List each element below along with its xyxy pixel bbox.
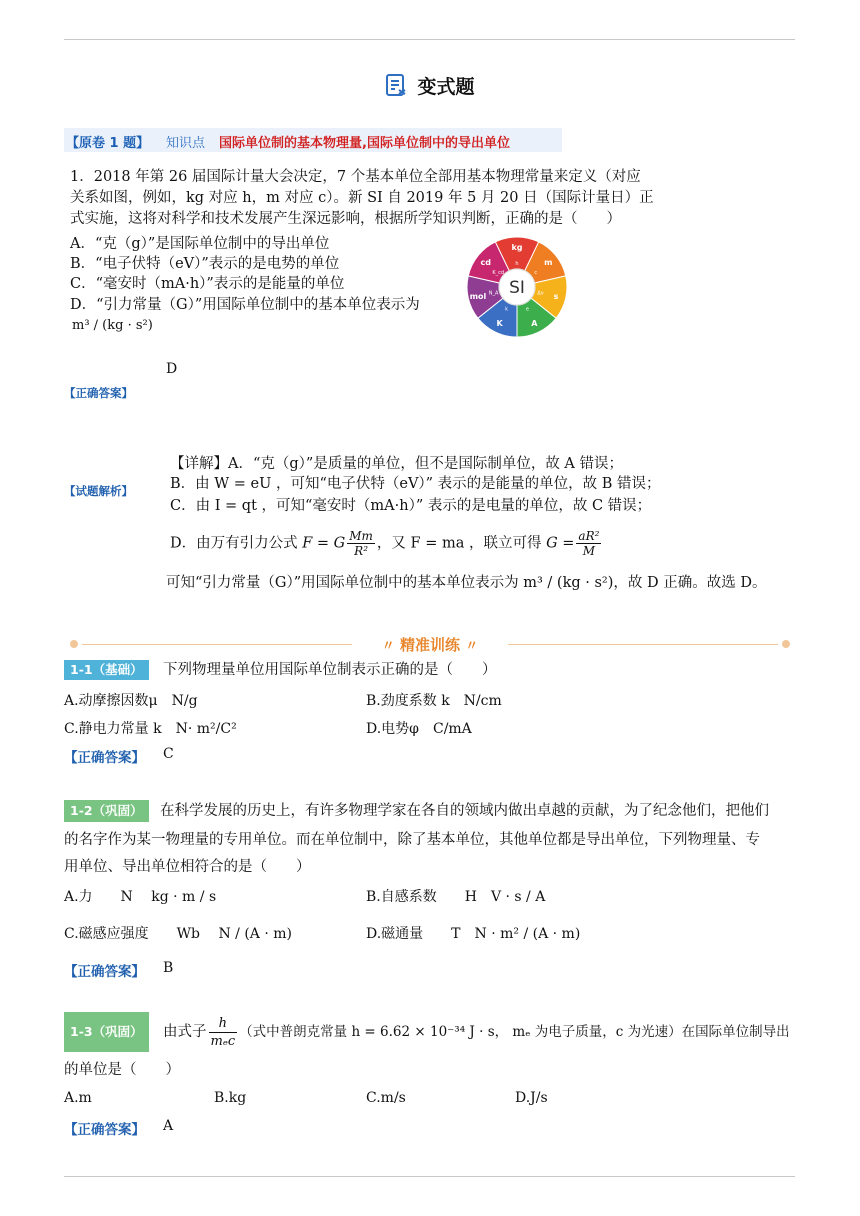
wheel-unit-label: cd [480, 258, 491, 268]
option-b: B．“电子伏特（eV）”表示的是电势的单位 [70, 256, 340, 272]
analysis-line-4 [170, 529, 603, 558]
wheel-center-label: SI [509, 278, 525, 298]
answer-label: 【正确答案】 [64, 964, 145, 980]
option-b: B.kg [214, 1090, 247, 1106]
wheel-unit-label: kg [511, 243, 523, 252]
original-answer-value: D [166, 361, 178, 377]
option-c: C.静电力常量 k N· m²/C² [64, 721, 237, 737]
answer-value: C [163, 746, 174, 762]
fraction-numerator: h [209, 1015, 238, 1033]
question-stem-line: 式实施，这将对科学和技术发展产生深远影响，根据所学知识判断，正确的是（ ） [70, 211, 621, 227]
knowledge-point-label: 知识点 [166, 136, 206, 151]
fraction-numerator: Mm [349, 529, 373, 543]
analysis-line-5: 可知“引力常量（G）”用国际单位制中的基本单位表示为 m³ / (kg · s²)，故 D 正确。故选 D。 [166, 575, 767, 591]
top-rule [64, 39, 795, 40]
si-units-wheel [465, 235, 569, 339]
analysis-label: 【试题解析】 [64, 484, 133, 498]
leaf-icon: 〃 [465, 639, 479, 654]
fraction-denominator: mₑc [210, 1033, 236, 1049]
option-a: A.力 N kg · m / s [64, 889, 217, 905]
question-tag: 1-3（巩固） [64, 1012, 149, 1052]
question-stem: 下列物理量单位用国际单位制表示正确的是（ ） [163, 662, 497, 678]
analysis-4-middle: ，又 F = ma ，联立可得 [376, 535, 542, 552]
question-stem-line: 关系如图，例如，kg 对应 h，m 对应 c）。新 SI 自 2019 年 5 月 20 日（国际计量日）正 [70, 190, 654, 206]
option-d: D.J/s [515, 1090, 548, 1106]
wheel-unit-label: s [553, 291, 559, 301]
question-stem-line: 在科学发展的历史上，有许多物理学家在各自的领域内做出卓越的贡献，为了纪念他们，把他们 [160, 803, 769, 819]
option-a: A．“克（g）”是国际单位制中的导出单位 [70, 236, 330, 252]
analysis-line-3: C．由 I = qt ，可知“毫安时（mA·h）” 表示的是电量的单位，故 C 错误； [170, 498, 652, 514]
wheel-constant-label: K_cd [492, 270, 505, 277]
answer-value: A [163, 1118, 174, 1134]
fraction-numerator: aR² [578, 529, 600, 543]
question-tag: 1-2（巩固） [64, 800, 149, 822]
option-a: A.m [64, 1090, 92, 1106]
option-d: D．“引力常量（G）”用国际单位制中的基本单位表示为 [70, 297, 420, 313]
option-b: B.自感系数 H V · s / A [366, 889, 546, 905]
wheel-constant-label: Δν [537, 290, 544, 297]
page-title [0, 72, 860, 102]
option-b: B.劲度系数 k N/cm [366, 693, 502, 709]
answer-label: 【正确答案】 [64, 1122, 145, 1138]
answer-value: B [163, 960, 174, 976]
option-a: A.动摩擦因数μ N/g [64, 693, 198, 709]
wheel-constant-label: e [525, 306, 529, 313]
wheel-unit-label: A [531, 319, 538, 329]
document-edit-icon [385, 73, 407, 102]
question-stem-line [163, 1012, 790, 1056]
question-stem-line: 用单位、导出单位相符合的是（ ） [64, 859, 311, 875]
original-question-tag: 【原卷 1 题】 [66, 136, 150, 151]
formula-g: G = [546, 535, 575, 552]
question-tag: 1-1（基础） [64, 660, 149, 680]
option-c: C.磁感应强度 Wb N / (A · m) [64, 926, 292, 942]
banner-title: 精准训练 [399, 636, 460, 654]
knowledge-point-text: 国际单位制的基本物理量,国际单位制中的导出单位 [219, 136, 510, 151]
bottom-rule [64, 1176, 795, 1177]
original-answer-label: 【正确答案】 [64, 386, 133, 400]
title-text: 变式题 [417, 76, 475, 98]
wheel-unit-label: K [496, 319, 503, 329]
wheel-constant-label: N_A [488, 290, 499, 297]
stem-suffix: （式中普朗克常量 h = 6.62 × 10⁻³⁴ J · s， mₑ 为电子质量，c 为光速）在国际单位制导出 [239, 1024, 790, 1040]
option-d: D.电势φ C/mA [366, 721, 472, 737]
fraction-result [576, 529, 601, 558]
question-stem-line: 1．2018 年第 26 届国际计量大会决定，7 个基本单位全部用基本物理常量来定义（对应 [70, 169, 641, 185]
question-stem-line: 的单位是（ ） [64, 1062, 180, 1078]
analysis-4-prefix: D．由万有引力公式 [170, 535, 298, 552]
option-d-unit: m³ / (kg · s²) [72, 318, 153, 333]
question-stem-line: 的名字作为某一物理量的专用单位。而在单位制中，除了基本单位，其他单位都是导出单位，下列物理量、专 [64, 832, 760, 848]
option-d: D.磁通量 T N · m² / (A · m) [366, 926, 581, 942]
wheel-constant-label: h [515, 261, 519, 267]
analysis-line-2: B．由 W = eU ，可知“电子伏特（eV）” 表示的是能量的单位，故 B 错误； [170, 476, 661, 492]
fraction-denominator: M [582, 544, 596, 558]
stem-prefix: 由式子 [163, 1024, 207, 1040]
wheel-constant-label: c [534, 270, 538, 277]
answer-label: 【正确答案】 [64, 750, 145, 766]
analysis-line-1: 【详解】A．“克（g）”是质量的单位，但不是国际制单位，故 A 错误； [170, 456, 624, 472]
section-banner [0, 634, 860, 655]
formula-f: F = G [302, 535, 346, 552]
option-c: C．“毫安时（mA·h）”表示的是能量的单位 [70, 276, 345, 292]
wheel-unit-label: m [544, 258, 553, 268]
option-c: C.m/s [366, 1090, 406, 1106]
fraction-denominator: R² [354, 544, 369, 558]
fraction-h-over-mec [209, 1015, 238, 1050]
leaf-icon: 〃 [381, 639, 395, 654]
wheel-constant-label: k [505, 306, 509, 313]
wheel-unit-label: mol [469, 291, 487, 301]
fraction-gravity [347, 529, 375, 558]
